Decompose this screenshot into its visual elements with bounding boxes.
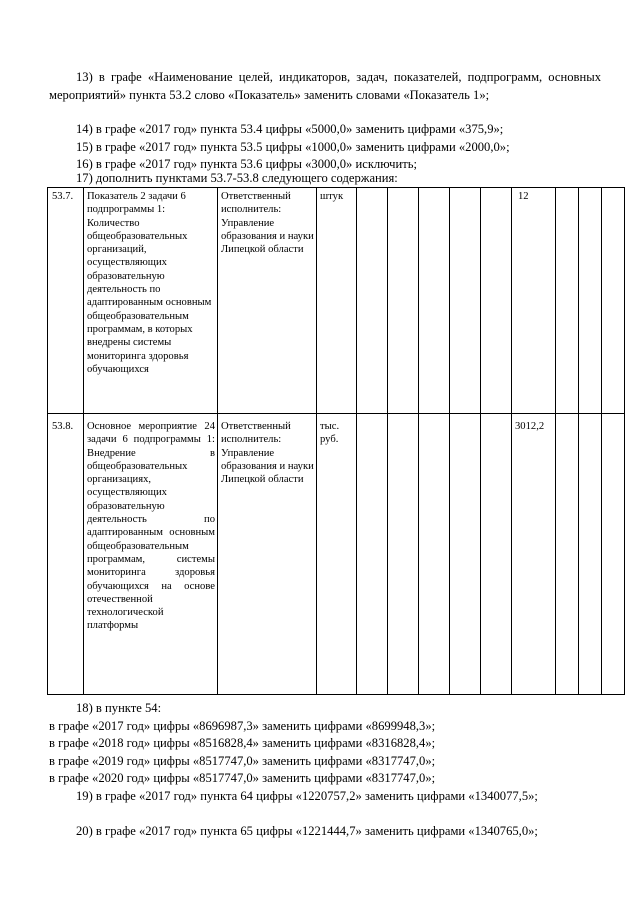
item-13: 13) в графе «Наименование целей, индикаторов, задач, показателей, подпрограмм, основных мероприятий» пункта 53.2 слово «Показатель» заменить словами «Показатель 1»; [49,70,601,102]
item-18-2020: в графе «2020 год» цифры «8517747,0» заменить цифрами «8317747,0»; [49,771,436,785]
item-15: 15) в графе «2017 год» пункта 53.5 цифры «1000,0» заменить цифрами «2000,0»; [76,139,510,154]
empty-cell [388,414,419,695]
empty-cell [579,414,602,695]
row-number: 53.8. [48,414,84,695]
row-description: Основное мероприятие 24 задачи 6 подпрограммы 1: Внедрение в общеобразовательных организациях, осуществляющих образовательную деятельность по адаптированным основным общеобразовательным программам, системы мониторинга здоровья обучающихся на основе отечественной технологической платформы [84,414,218,695]
item-18-2017: в графе «2017 год» цифры «8696987,3» заменить цифрами «8699948,3»; [49,718,436,733]
row-unit: тыс. руб. [317,414,357,695]
item-18-2018: в графе «2018 год» цифры «8516828,4» заменить цифрами «8316828,4»; [49,736,436,750]
indicators-table [47,187,625,695]
row-executor: Ответственный исполнитель: Управление образования и науки Липецкой области [218,188,317,414]
row-number: 53.7. [48,188,84,414]
row-value: 12 [512,188,556,414]
item-17: 17) дополнить пунктами 53.7-53.8 следующего содержания: [76,171,398,185]
table-row [48,188,625,414]
row-executor: Ответственный исполнитель: Управление образования и науки Липецкой области [218,414,317,695]
row-unit: штук [317,188,357,414]
empty-cell [388,188,419,414]
item-19: 19) в графе «2017 год» пункта 64 цифры «1220757,2» заменить цифрами «1340077,5»; [76,788,538,803]
empty-cell [556,188,579,414]
empty-cell [556,414,579,695]
empty-cell [419,188,450,414]
empty-cell [579,188,602,414]
empty-cell [450,188,481,414]
empty-cell [602,188,625,414]
row-description: Показатель 2 задачи 6 подпрограммы 1: Количество общеобразовательных организаций, осуществляющих образовательную деятельность по адаптированным основным общеобразовательным программам, в которых внедрены системы мониторинга здоровья обучающихся [84,188,218,414]
empty-cell [450,414,481,695]
item-16: 16) в графе «2017 год» пункта 53.6 цифры «3000,0» исключить; [76,157,417,171]
item-20: 20) в графе «2017 год» пункта 65 цифры «1221444,7» заменить цифрами «1340765,0»; [76,823,538,838]
empty-cell [419,414,450,695]
item-18: 18) в пункте 54: [76,701,162,715]
item-14: 14) в графе «2017 год» пункта 53.4 цифры «5000,0» заменить цифрами «375,9»; [76,122,504,136]
item-18-2019: в графе «2019 год» цифры «8517747,0» заменить цифрами «8317747,0»; [49,753,436,768]
empty-cell [357,188,388,414]
empty-cell [481,414,512,695]
empty-cell [481,188,512,414]
empty-cell [357,414,388,695]
row-value: 3012,2 [512,414,556,695]
empty-cell [602,414,625,695]
table-row [48,414,625,695]
